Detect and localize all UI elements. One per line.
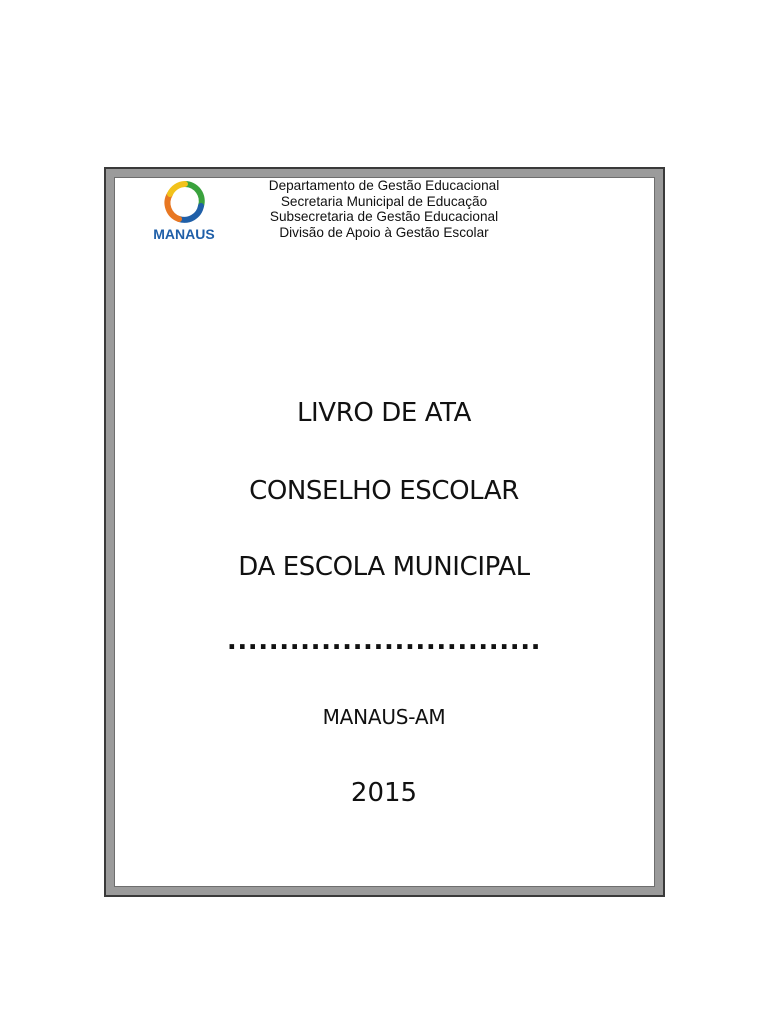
prefeitura-manaus-logo [149,180,221,246]
cover-year: 2015 [350,778,418,808]
cover-subtitle: CONSELHO ESCOLAR [249,476,519,506]
school-name-placeholder: .............................. [226,626,542,656]
cover-city: MANAUS-AM [322,705,446,729]
logo-wordmark: MANAUS [153,226,215,242]
header-line-department: Departamento de Gestão Educacional [268,178,500,193]
institution-header [234,178,534,240]
logo-ring-icon [149,180,221,246]
header-line-division: Divisão de Apoio à Gestão Escolar [279,224,489,240]
header-line-subsecretariat: Subsecretaria de Gestão Educacional [269,209,499,224]
cover-school-line: DA ESCOLA MUNICIPAL [238,552,530,582]
header-line-secretariat: Secretaria Municipal de Educação [280,193,488,209]
cover-title: LIVRO DE ATA [296,398,472,428]
